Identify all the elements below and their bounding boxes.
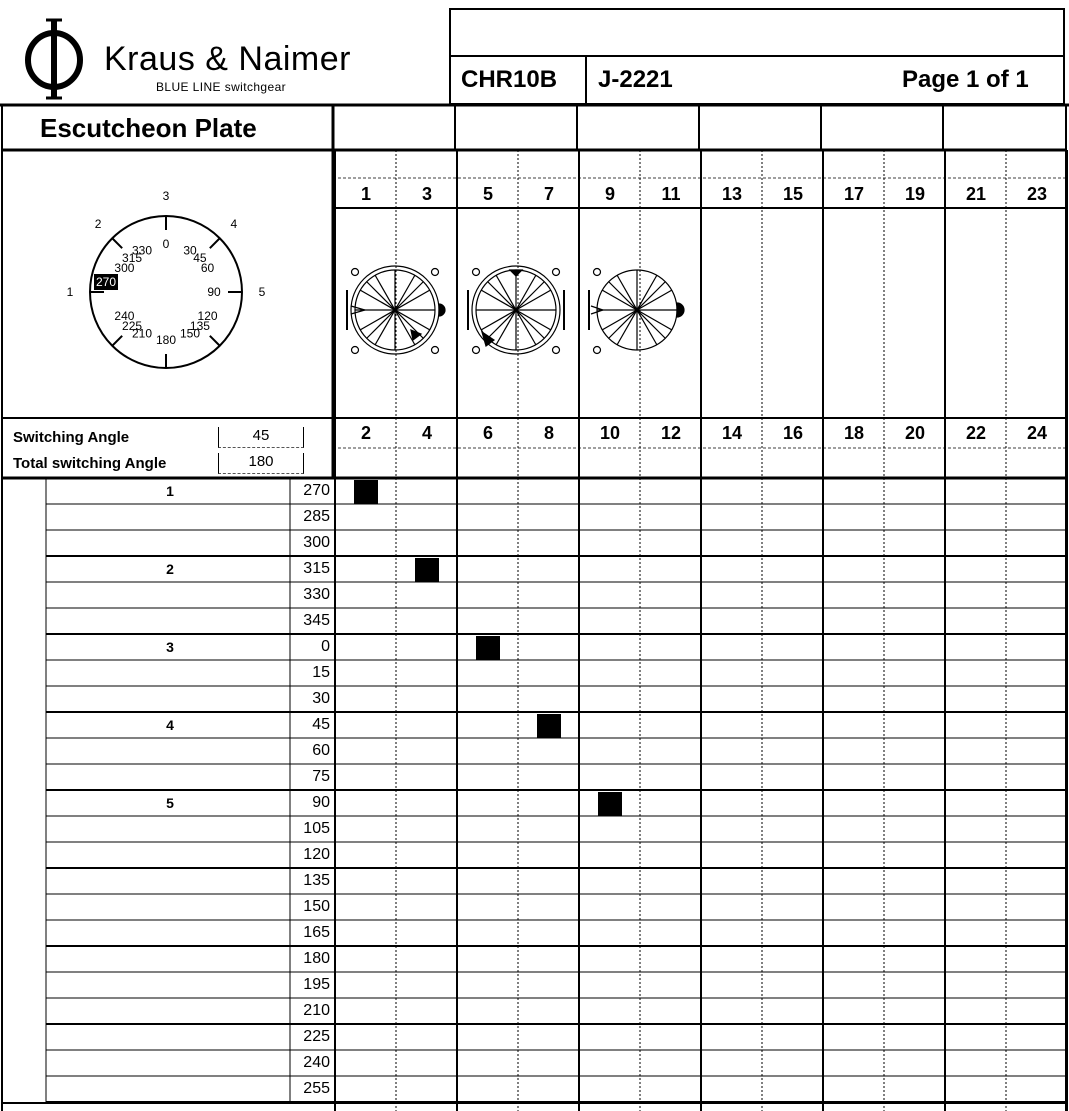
terminal-top-1: 1 [360,184,371,204]
contact-closed-mark [537,714,561,738]
dial-position-label: 5 [258,285,266,299]
position-label: 4 [166,717,174,733]
contact-closed-mark [598,792,622,816]
dial-angle-label: 225 [122,318,143,333]
terminal-bottom-2: 2 [360,423,371,443]
angle-cell: 165 [303,924,330,941]
angle-cell: 135 [303,872,330,889]
dial-angle-label: 45 [193,251,207,266]
angle-cell: 315 [303,560,330,577]
terminal-bottom-8: 8 [543,423,554,443]
terminal-top-13: 13 [721,184,743,204]
angle-cell: 210 [303,1002,330,1019]
angle-cell: 180 [303,950,330,967]
terminal-bottom-6: 6 [482,423,493,443]
terminal-bottom-4: 4 [421,423,432,443]
switching-angle-value: 45 [218,427,304,448]
terminal-bottom-10: 10 [599,423,621,443]
angle-cell: 120 [303,846,330,863]
dial-angle-label: 180 [155,333,177,347]
terminal-top-17: 17 [843,184,865,204]
angle-cell: 60 [312,742,330,759]
angle-cell: 15 [312,664,330,681]
brand-name: Kraus & Naimer [104,40,351,78]
position-label: 3 [166,639,174,655]
terminal-bottom-16: 16 [782,423,804,443]
terminal-top-19: 19 [904,184,926,204]
terminal-bottom-14: 14 [721,423,743,443]
angle-cell: 105 [303,820,330,837]
angle-cell: 255 [303,1080,330,1097]
angle-cell: 240 [303,1054,330,1071]
position-label: 5 [166,795,174,811]
contact-element-3 [589,269,684,354]
terminal-top-7: 7 [543,184,554,204]
dial-angle-label: 330 [131,243,153,258]
terminal-bottom-22: 22 [965,423,987,443]
terminal-bottom-18: 18 [843,423,865,443]
model-number: CHR10B [461,66,558,93]
dial-angle-label: 135 [189,318,210,333]
angle-cell: 195 [303,976,330,993]
page-indicator: Page 1 of 1 [902,66,1029,93]
escutcheon-title: Escutcheon Plate [40,113,257,143]
total-switching-angle-label: Total switching Angle [13,455,167,472]
dial-angle-label: 300 [114,261,135,275]
angle-cell: 225 [303,1028,330,1045]
total-switching-angle-value: 180 [218,453,304,474]
terminal-top-15: 15 [782,184,804,204]
position-label: 1 [166,483,174,499]
dial-angle-label: 0 [162,237,170,251]
dial-angle-label: 30 [183,243,197,258]
angle-cell: 345 [303,612,330,629]
terminal-top-23: 23 [1026,184,1048,204]
terminal-top-11: 11 [661,184,681,204]
dial-angle-label: 210 [131,326,153,341]
dial-angle-label: 315 [122,251,143,266]
dial-angle-label: 150 [179,326,201,341]
selected-angle-label: 270 [95,275,117,289]
angle-cell: 270 [303,482,330,499]
contact-closed-mark [415,558,439,582]
contact-closed-mark [354,480,378,504]
angle-cell: 330 [303,586,330,603]
terminal-top-21: 21 [965,184,987,204]
angle-cell: 45 [312,716,330,733]
terminal-top-9: 9 [604,184,615,204]
drawing-number: J-2221 [598,66,673,93]
terminal-bottom-12: 12 [660,423,682,443]
angle-cell: 30 [312,690,330,707]
brand-subtitle: BLUE LINE switchgear [156,80,287,94]
position-label: 2 [166,561,174,577]
terminal-bottom-24: 24 [1026,423,1048,443]
terminal-top-3: 3 [421,184,432,204]
dial-position-label: 3 [162,189,170,203]
contact-element-2 [468,266,564,354]
angle-cell: 0 [321,638,330,655]
dial-angle-label: 60 [200,261,215,275]
angle-cell: 300 [303,534,330,551]
dial-position-label: 2 [94,217,102,232]
dial-position-label: 4 [230,217,238,232]
dial-angle-label: 240 [114,309,135,323]
dial-angle-label: 120 [197,309,218,323]
contact-closed-mark [476,636,500,660]
angle-cell: 75 [312,768,330,785]
angle-cell: 150 [303,898,330,915]
terminal-bottom-20: 20 [904,423,926,443]
dial-position-label: 1 [66,285,74,299]
switching-angle-label: Switching Angle [13,429,130,446]
dial-angle-label: 90 [207,285,221,299]
escutcheon-dial [67,189,266,368]
angle-cell: 285 [303,508,330,525]
terminal-top-5: 5 [482,184,493,204]
angle-cell: 90 [312,794,330,811]
